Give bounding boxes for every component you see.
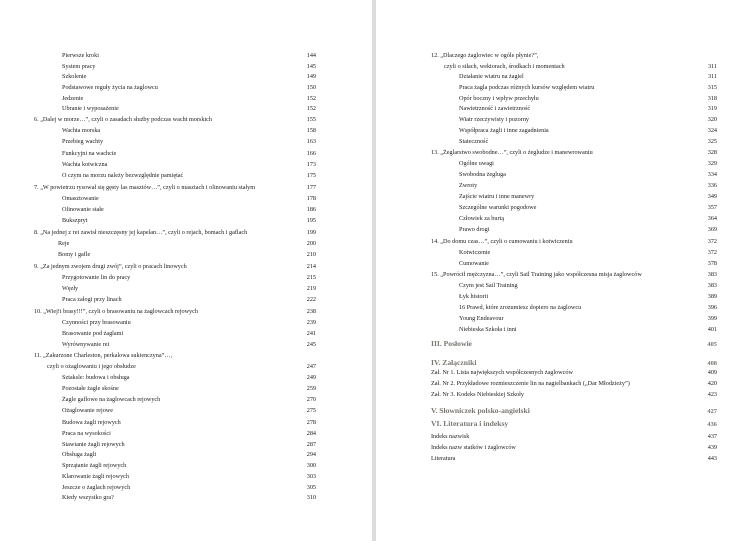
entry-page-number: 270: [306, 396, 316, 403]
toc-left-entry: [34, 84, 316, 91]
entry-title: Przebieg wachty: [62, 138, 104, 145]
entry-page-number: 372: [707, 238, 717, 245]
entry-title: Łyk historii: [459, 293, 489, 300]
entry-page-number: 325: [707, 138, 717, 145]
entry-title: Zwroty: [459, 182, 478, 189]
entry-page-number: 214: [306, 263, 316, 270]
toc-right-entry: [431, 282, 717, 289]
entry-page-number: 324: [707, 127, 717, 134]
entry-page-number: 357: [707, 204, 717, 211]
entry-title: 15. „Powrócił mężczyzna…”, czyli Sail Training jako współczesna misja żaglowców: [431, 271, 642, 278]
entry-page-number: 152: [306, 95, 316, 102]
toc-left-entry: [34, 116, 316, 123]
entry-title: Bomy i gafle: [58, 251, 91, 258]
entry-title: Praca na wysokości: [62, 430, 111, 437]
entry-title: Opór boczny i wpływ przechyłu: [459, 95, 539, 102]
entry-title: Węzły: [62, 285, 79, 292]
entry-title: 8. „Na jednej z rei zawisł nieszczęsny jej kapelan…”, czyli o rejach, bomach i gaflach: [34, 229, 248, 236]
entry-page-number: 247: [306, 363, 316, 370]
entry-title: Czynności przy brasowaniu: [62, 319, 131, 326]
toc-left-entry: [34, 319, 316, 326]
toc-left-entry: [34, 263, 316, 270]
entry-page-number: 334: [707, 171, 717, 178]
entry-page-number: 222: [306, 296, 316, 303]
entry-page-number: 372: [707, 249, 717, 256]
entry-title: 6. „Dalej w morze…”, czyli o zasadach służby podczas wacht morskich: [34, 116, 212, 123]
entry-page-number: 238: [306, 308, 316, 315]
entry-title: czyli o ożaglowaniu i jego obsłudze: [47, 363, 136, 370]
toc-right-entry: [431, 249, 717, 256]
entry-page-number: 249: [306, 374, 316, 381]
entry-page-number: 150: [306, 84, 316, 91]
toc-right-entry: [431, 138, 717, 145]
entry-title: IV. Załączniki: [431, 358, 477, 367]
entry-title: Zał. Nr 3. Kodeks Niebieskiej Szkoły: [431, 391, 524, 398]
entry-page-number: 427: [707, 408, 717, 415]
entry-title: Ożaglowanie rejowe: [62, 407, 114, 414]
entry-title: Przygotowanie lin do pracy: [62, 274, 131, 281]
entry-page-number: 305: [306, 484, 316, 491]
entry-page-number: 328: [707, 149, 717, 156]
toc-left-entry: [34, 52, 316, 59]
toc-left-entry: [34, 206, 316, 213]
entry-title: Prawo drogi: [459, 226, 490, 233]
toc-left-entry: [34, 150, 316, 157]
entry-title: Współpraca żagli i inne zagadnienia: [459, 127, 549, 134]
toc-right-entry: [431, 171, 717, 178]
toc-left-entry: [34, 473, 316, 480]
entry-page-number: 436: [707, 421, 717, 428]
entry-title: Omasztowanie: [62, 195, 99, 202]
entry-title: Young Endeavour: [459, 315, 504, 322]
entry-title: Szczególne warunki pogodowe: [459, 204, 537, 211]
entry-page-number: 364: [707, 215, 717, 222]
entry-page-number: 284: [306, 430, 316, 437]
entry-title: Literatura: [431, 455, 456, 462]
entry-title: Wachta morska: [62, 127, 101, 134]
entry-page-number: 186: [306, 206, 316, 213]
toc-right-entry: [431, 238, 717, 245]
entry-title: 14. „Do domu czas…”, czyli o cumowaniu i kotwiczeniu: [431, 238, 573, 245]
toc-right-entry: [431, 84, 717, 91]
entry-title: Budowa żagli rejowych: [62, 419, 121, 426]
entry-title: Niebieska Szkoła i inni: [459, 326, 517, 333]
entry-title: Sztaksle: budowa i obsługa: [62, 374, 130, 381]
entry-page-number: 303: [306, 473, 316, 480]
entry-page-number: 145: [306, 63, 316, 70]
entry-title: 10. „Wiej!i brasy!!!”, czyli o brasowaniu na żaglowcach rejowych: [34, 308, 198, 315]
entry-title: Podstawowe reguły życia na żaglowcu: [62, 84, 158, 91]
toc-right-entry: [431, 215, 717, 222]
entry-title: Bukszpryt: [62, 217, 88, 224]
entry-page-number: 420: [707, 380, 717, 387]
entry-title: 16 Prawd, które zrozumiesz dopiero na żaglowcu: [459, 304, 582, 311]
entry-page-number: 336: [707, 182, 717, 189]
entry-page-number: 175: [306, 172, 316, 179]
toc-right-entry: [431, 127, 717, 134]
entry-page-number: 439: [707, 444, 717, 451]
toc-left-entry: [34, 363, 316, 370]
entry-page-number: 300: [306, 462, 316, 469]
entry-page-number: 241: [306, 330, 316, 337]
entry-page-number: 329: [707, 160, 717, 167]
entry-page-number: 443: [707, 455, 717, 462]
entry-page-number: 158: [306, 127, 316, 134]
entry-title: Kotwiczenie: [459, 249, 491, 256]
toc-left-entry: [34, 240, 316, 247]
entry-page-number: 383: [707, 282, 717, 289]
toc-right-entry: [431, 204, 717, 211]
entry-page-number: 259: [306, 385, 316, 392]
toc-left-entry: [34, 63, 316, 70]
toc-right-entry: [431, 52, 717, 59]
entry-title: Brasowanie pod żaglami: [62, 330, 124, 337]
toc-left-entry: [34, 441, 316, 448]
toc-right-entry: [431, 304, 717, 311]
toc-right-entry: [431, 73, 717, 80]
toc-left-entry: [34, 172, 316, 179]
entry-page-number: 319: [707, 105, 717, 112]
toc-right-entry: [431, 63, 717, 70]
entry-title: Zał. Nr 1. Lista największych współczesnych żaglowców: [431, 369, 573, 376]
toc-right-entry: [431, 271, 717, 278]
entry-title: 12. „Dlaczego żaglowiec w ogóle płynie?”,: [431, 52, 539, 59]
entry-title: 7. „W powietrzu rysował się gęsty las masztów…”, czyli o masztach i olinowaniu stałym: [34, 184, 256, 191]
entry-page-number: 152: [306, 105, 316, 112]
entry-title: Jedzenie: [62, 95, 84, 102]
toc-left-entry: [34, 330, 316, 337]
entry-title: Indeks nazw statków i żaglowców: [431, 444, 516, 451]
entry-page-number: 195: [306, 217, 316, 224]
toc-right-entry: [431, 455, 717, 462]
right-page: [376, 0, 750, 541]
toc-left-entry: [34, 396, 316, 403]
entry-title: Wiatr rzeczywisty i pozorny: [459, 116, 530, 123]
entry-title: Żagle gaflowe na żaglowcach rejowych: [62, 396, 161, 403]
entry-title: Ogólne uwagi: [459, 160, 494, 167]
entry-title: Sprzątanie żagli rejowych: [62, 462, 127, 469]
toc-right-entry: [431, 339, 717, 349]
toc-left-entry: [34, 484, 316, 491]
toc-left-entry: [34, 251, 316, 258]
entry-page-number: 318: [707, 95, 717, 102]
toc-left-entry: [34, 308, 316, 315]
entry-page-number: 369: [707, 226, 717, 233]
entry-title: Działanie wiatru na żagiel: [459, 73, 524, 80]
toc-left-entry: [34, 195, 316, 202]
entry-title: Swobodna żegluga: [459, 171, 506, 178]
entry-page-number: 408: [707, 360, 717, 367]
entry-title: O czym na morzu należy bezwzględnie pamiętać: [62, 172, 184, 179]
entry-page-number: 389: [707, 293, 717, 300]
toc-left-entry: [34, 494, 316, 501]
entry-page-number: 239: [306, 319, 316, 326]
entry-title: Wyrównywanie rei: [62, 341, 110, 348]
entry-page-number: 311: [707, 73, 717, 80]
toc-right-entry: [431, 326, 717, 333]
toc-right-entry: [431, 149, 717, 156]
entry-title: Olinowanie stałe: [62, 206, 104, 213]
toc-right-entry: [431, 226, 717, 233]
entry-page-number: 245: [306, 341, 316, 348]
entry-title: 11. „Zakurzone Charleston, perkalowa sukienczyna”…,: [34, 352, 173, 359]
entry-page-number: 311: [707, 63, 717, 70]
entry-title: III. Posłowie: [431, 339, 472, 348]
entry-page-number: 396: [707, 304, 717, 311]
entry-page-number: 423: [707, 391, 717, 398]
toc-right-entry: [431, 160, 717, 167]
toc-left-entry: [34, 341, 316, 348]
entry-page-number: 378: [707, 260, 717, 267]
toc-left-entry: [34, 161, 316, 168]
entry-title: Obsługa żagli: [62, 451, 97, 458]
entry-page-number: 294: [306, 451, 316, 458]
toc-left-entry: [34, 419, 316, 426]
toc-left-entry: [34, 385, 316, 392]
entry-page-number: 349: [707, 193, 717, 200]
entry-page-number: 155: [306, 116, 316, 123]
entry-page-number: 310: [306, 494, 316, 501]
entry-title: Praca żagla podczas różnych kursów względem wiatru: [459, 84, 595, 91]
toc-right-entry: [431, 293, 717, 300]
toc-left-entry: [34, 73, 316, 80]
toc-left-entry: [34, 430, 316, 437]
entry-title: System pracy: [62, 63, 96, 70]
entry-title: Reje: [58, 240, 70, 247]
entry-page-number: 383: [707, 271, 717, 278]
toc-right-entry: [431, 260, 717, 267]
entry-title: 9. „Za jednym zwojem drugi zwój”, czyli o pracach linowych: [34, 263, 187, 270]
entry-page-number: 173: [306, 161, 316, 168]
entry-title: Czym jest Sail Training: [459, 282, 518, 289]
entry-title: Pierwsze kroki: [62, 52, 99, 59]
toc-left-entry: [34, 138, 316, 145]
entry-title: Zajście wiatru i inne manewry: [459, 193, 535, 200]
toc-right-entry: [431, 315, 717, 322]
toc-right-entry: [431, 105, 717, 112]
entry-title: Jeszcze o żaglach rejowych: [62, 484, 131, 491]
toc-right-entry: [431, 380, 717, 387]
toc-right-entry: [431, 182, 717, 189]
left-page: [0, 0, 372, 541]
entry-title: Szkolenie: [62, 73, 87, 80]
entry-page-number: 287: [306, 441, 316, 448]
toc-right-entry: [431, 433, 717, 440]
entry-page-number: 219: [306, 285, 316, 292]
entry-page-number: 399: [707, 315, 717, 322]
entry-title: 13. „Żeglarstwo swobodne…”, czyli o żegludze i manewrowaniu: [431, 149, 593, 156]
toc-left-entry: [34, 407, 316, 414]
entry-title: V. Słowniczek polsko-angielski: [431, 406, 530, 415]
entry-title: Kiedy wszystko gra?: [62, 494, 114, 501]
toc-left-entry: [34, 229, 316, 236]
entry-page-number: 320: [707, 116, 717, 123]
toc-left-entry: [34, 352, 316, 359]
entry-page-number: 278: [306, 419, 316, 426]
entry-page-number: 166: [306, 150, 316, 157]
entry-title: Klarowanie żagli rejowych: [62, 473, 130, 480]
entry-page-number: 177: [306, 184, 316, 191]
entry-page-number: 163: [306, 138, 316, 145]
entry-page-number: 409: [707, 369, 717, 376]
toc-left-entry: [34, 296, 316, 303]
toc-right-entry: [431, 116, 717, 123]
entry-title: VI. Literatura i indeksy: [431, 419, 509, 428]
toc-left-entry: [34, 105, 316, 112]
entry-title: Funkcyjni na wachcie: [62, 150, 117, 157]
toc-right-entry: [431, 95, 717, 102]
toc-right-entry: [431, 358, 717, 368]
toc-left-entry: [34, 462, 316, 469]
entry-title: Stateczność: [459, 138, 489, 145]
entry-title: Indeks nazwisk: [431, 433, 470, 440]
toc-right-entry: [431, 193, 717, 200]
toc-right-entry: [431, 444, 717, 451]
toc-right-entry: [431, 406, 717, 416]
entry-title: Zał. Nr 2. Przykładowe rozmieszczenie lin na nagielbankach („Dar Młodzieży”): [431, 380, 630, 387]
toc-left-entry: [34, 451, 316, 458]
toc-right-entry: [431, 369, 717, 376]
entry-page-number: 405: [707, 341, 717, 348]
entry-title: Praca załogi przy linach: [62, 296, 122, 303]
toc-right-entry: [431, 391, 717, 398]
entry-title: Stawianie żagli rejowych: [62, 441, 125, 448]
toc-left-entry: [34, 217, 316, 224]
entry-title: Wachta kotwiczna: [62, 161, 108, 168]
toc-left-entry: [34, 374, 316, 381]
entry-page-number: 149: [306, 73, 316, 80]
toc-right-entry: [431, 419, 717, 429]
entry-title: czyli o siłach, wektorach, środkach i momentach: [444, 63, 565, 70]
entry-title: Cumowanie: [459, 260, 489, 267]
entry-page-number: 275: [306, 407, 316, 414]
entry-title: Człowiek za burtą: [459, 215, 505, 222]
entry-page-number: 437: [707, 433, 717, 440]
toc-left-entry: [34, 274, 316, 281]
entry-page-number: 178: [306, 195, 316, 202]
entry-title: Nawietrzność i zawietrzność: [459, 105, 531, 112]
toc-left-entry: [34, 184, 316, 191]
entry-page-number: 200: [306, 240, 316, 247]
entry-title: Ubranie i wyposażenie: [62, 105, 119, 112]
toc-left-entry: [34, 127, 316, 134]
toc-left-entry: [34, 285, 316, 292]
toc-left-entry: [34, 95, 316, 102]
entry-title: Pozostałe żagle skośne: [62, 385, 119, 392]
entry-page-number: 401: [707, 326, 717, 333]
entry-page-number: 315: [707, 84, 717, 91]
entry-page-number: 144: [306, 52, 316, 59]
entry-page-number: 199: [306, 229, 316, 236]
entry-page-number: 210: [306, 251, 316, 258]
entry-page-number: 215: [306, 274, 316, 281]
